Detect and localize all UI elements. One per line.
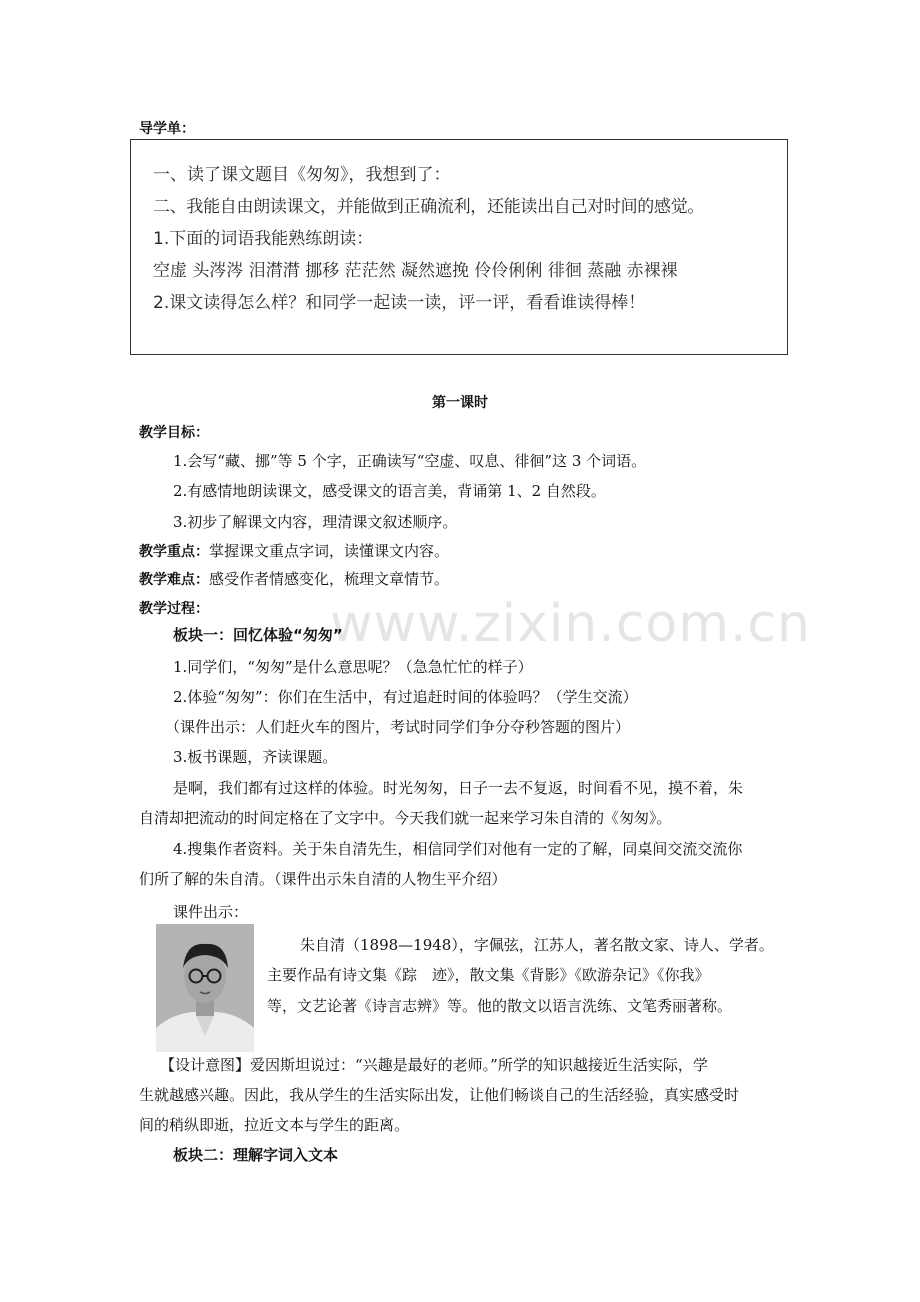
design-intent-line-2: 生就越感兴趣。因此，我从学生的生活实际出发，让他们畅谈自己的生活经验，真实感受时: [139, 1086, 740, 1104]
s1-item-2: 2.体验“匆匆”：你们在生活中，有过追赶时间的体验吗？（学生交流）: [173, 688, 638, 706]
zhu-ziqing-portrait-image: [156, 924, 254, 1052]
design-intent-line-1: 【设计意图】爱因斯坦说过：“兴趣是最好的老师。”所学的知识越接近生活实际，学: [160, 1056, 708, 1074]
watermark-text: www.zixin.com.cn: [330, 594, 811, 654]
guide-label: 导学单：: [139, 121, 195, 137]
s1-item-4-line-1: 4.搜集作者资料。关于朱自清先生，相信同学们对他有一定的了解，同桌间交流交流你: [173, 840, 743, 858]
process-heading: 教学过程：: [139, 601, 209, 617]
objective-1: 1.会写“藏、挪”等 5 个字，正确读写“空虚、叹息、徘徊”这 3 个词语。: [173, 452, 647, 470]
key-points-text: 掌握课文重点字词，读懂课文内容。: [209, 542, 450, 560]
bio-line-2: 主要作品有诗文集《踪 迹》，散文集《背影》《欧游杂记》《你我》: [267, 966, 710, 984]
key-points-row: [139, 541, 449, 562]
section-1-title: 板块一：回忆体验“匆匆”: [173, 626, 343, 644]
design-intent-line-3: 间的稍纵即逝，拉近文本与学生的距离。: [139, 1116, 410, 1134]
s1-courseware: （课件出示：人们赶火车的图片，考试时同学们争分夺秒答题的图片）: [165, 718, 631, 736]
guide-vocabulary-line: 空虚 头涔涔 泪潸潸 挪移 茫茫然 凝然遮挽 伶伶俐俐 徘徊 蒸融 赤裸裸: [153, 261, 678, 281]
bio-line-1: 朱自清（1898—1948），字佩弦，江苏人，著名散文家、诗人、学者。: [300, 936, 774, 954]
lesson-title: 第一课时: [432, 395, 488, 411]
objectives-heading: 教学目标：: [139, 425, 209, 441]
s1-item-1: 1.同学们，“匆匆”是什么意思呢？（急急忙忙的样子）: [173, 658, 533, 676]
portrait-illustration: [156, 924, 254, 1052]
section-2-title: 板块二：理解字词入文本: [173, 1146, 339, 1164]
guide-line-1: 一、读了课文题目《匆匆》，我想到了：: [153, 165, 451, 185]
guide-line-3: 1.下面的词语我能熟练朗读：: [153, 229, 374, 249]
objective-3: 3.初步了解课文内容，理清课文叙述顺序。: [173, 513, 458, 531]
guide-box: [130, 139, 788, 355]
s1-para-line-2: 自清却把流动的时间定格在了文字中。今天我们就一起来学习朱自清的《匆匆》。: [139, 809, 672, 827]
objective-2: 2.有感情地朗读课文，感受课文的语言美，背诵第 1、2 自然段。: [173, 482, 606, 500]
difficulty-label: 教学难点：: [139, 572, 209, 588]
difficulty-text: 感受作者情感变化，梳理文章情节。: [209, 570, 450, 588]
s1-para-line-1: 是啊，我们都有过这样的体验。时光匆匆，日子一去不复返，时间看不见，摸不着，朱: [173, 779, 744, 797]
guide-line-5: 2.课文读得怎么样？和同学一起读一读，评一评，看看谁读得棒！: [153, 293, 646, 313]
s1-item-4-line-2: 们所了解的朱自清。（课件出示朱自清的人物生平介绍）: [139, 870, 507, 888]
courseware-label: 课件出示：: [173, 903, 249, 921]
key-points-label: 教学重点：: [139, 544, 209, 560]
bio-line-3: 等，文艺论著《诗言志辨》等。他的散文以语言洗练、文笔秀丽著称。: [267, 997, 733, 1015]
s1-item-3: 3.板书课题，齐读课题。: [173, 748, 338, 766]
difficulty-row: [139, 569, 449, 590]
guide-line-2: 二、我能自由朗读课文，并能做到正确流利，还能读出自己对时间的感觉。: [153, 197, 705, 217]
